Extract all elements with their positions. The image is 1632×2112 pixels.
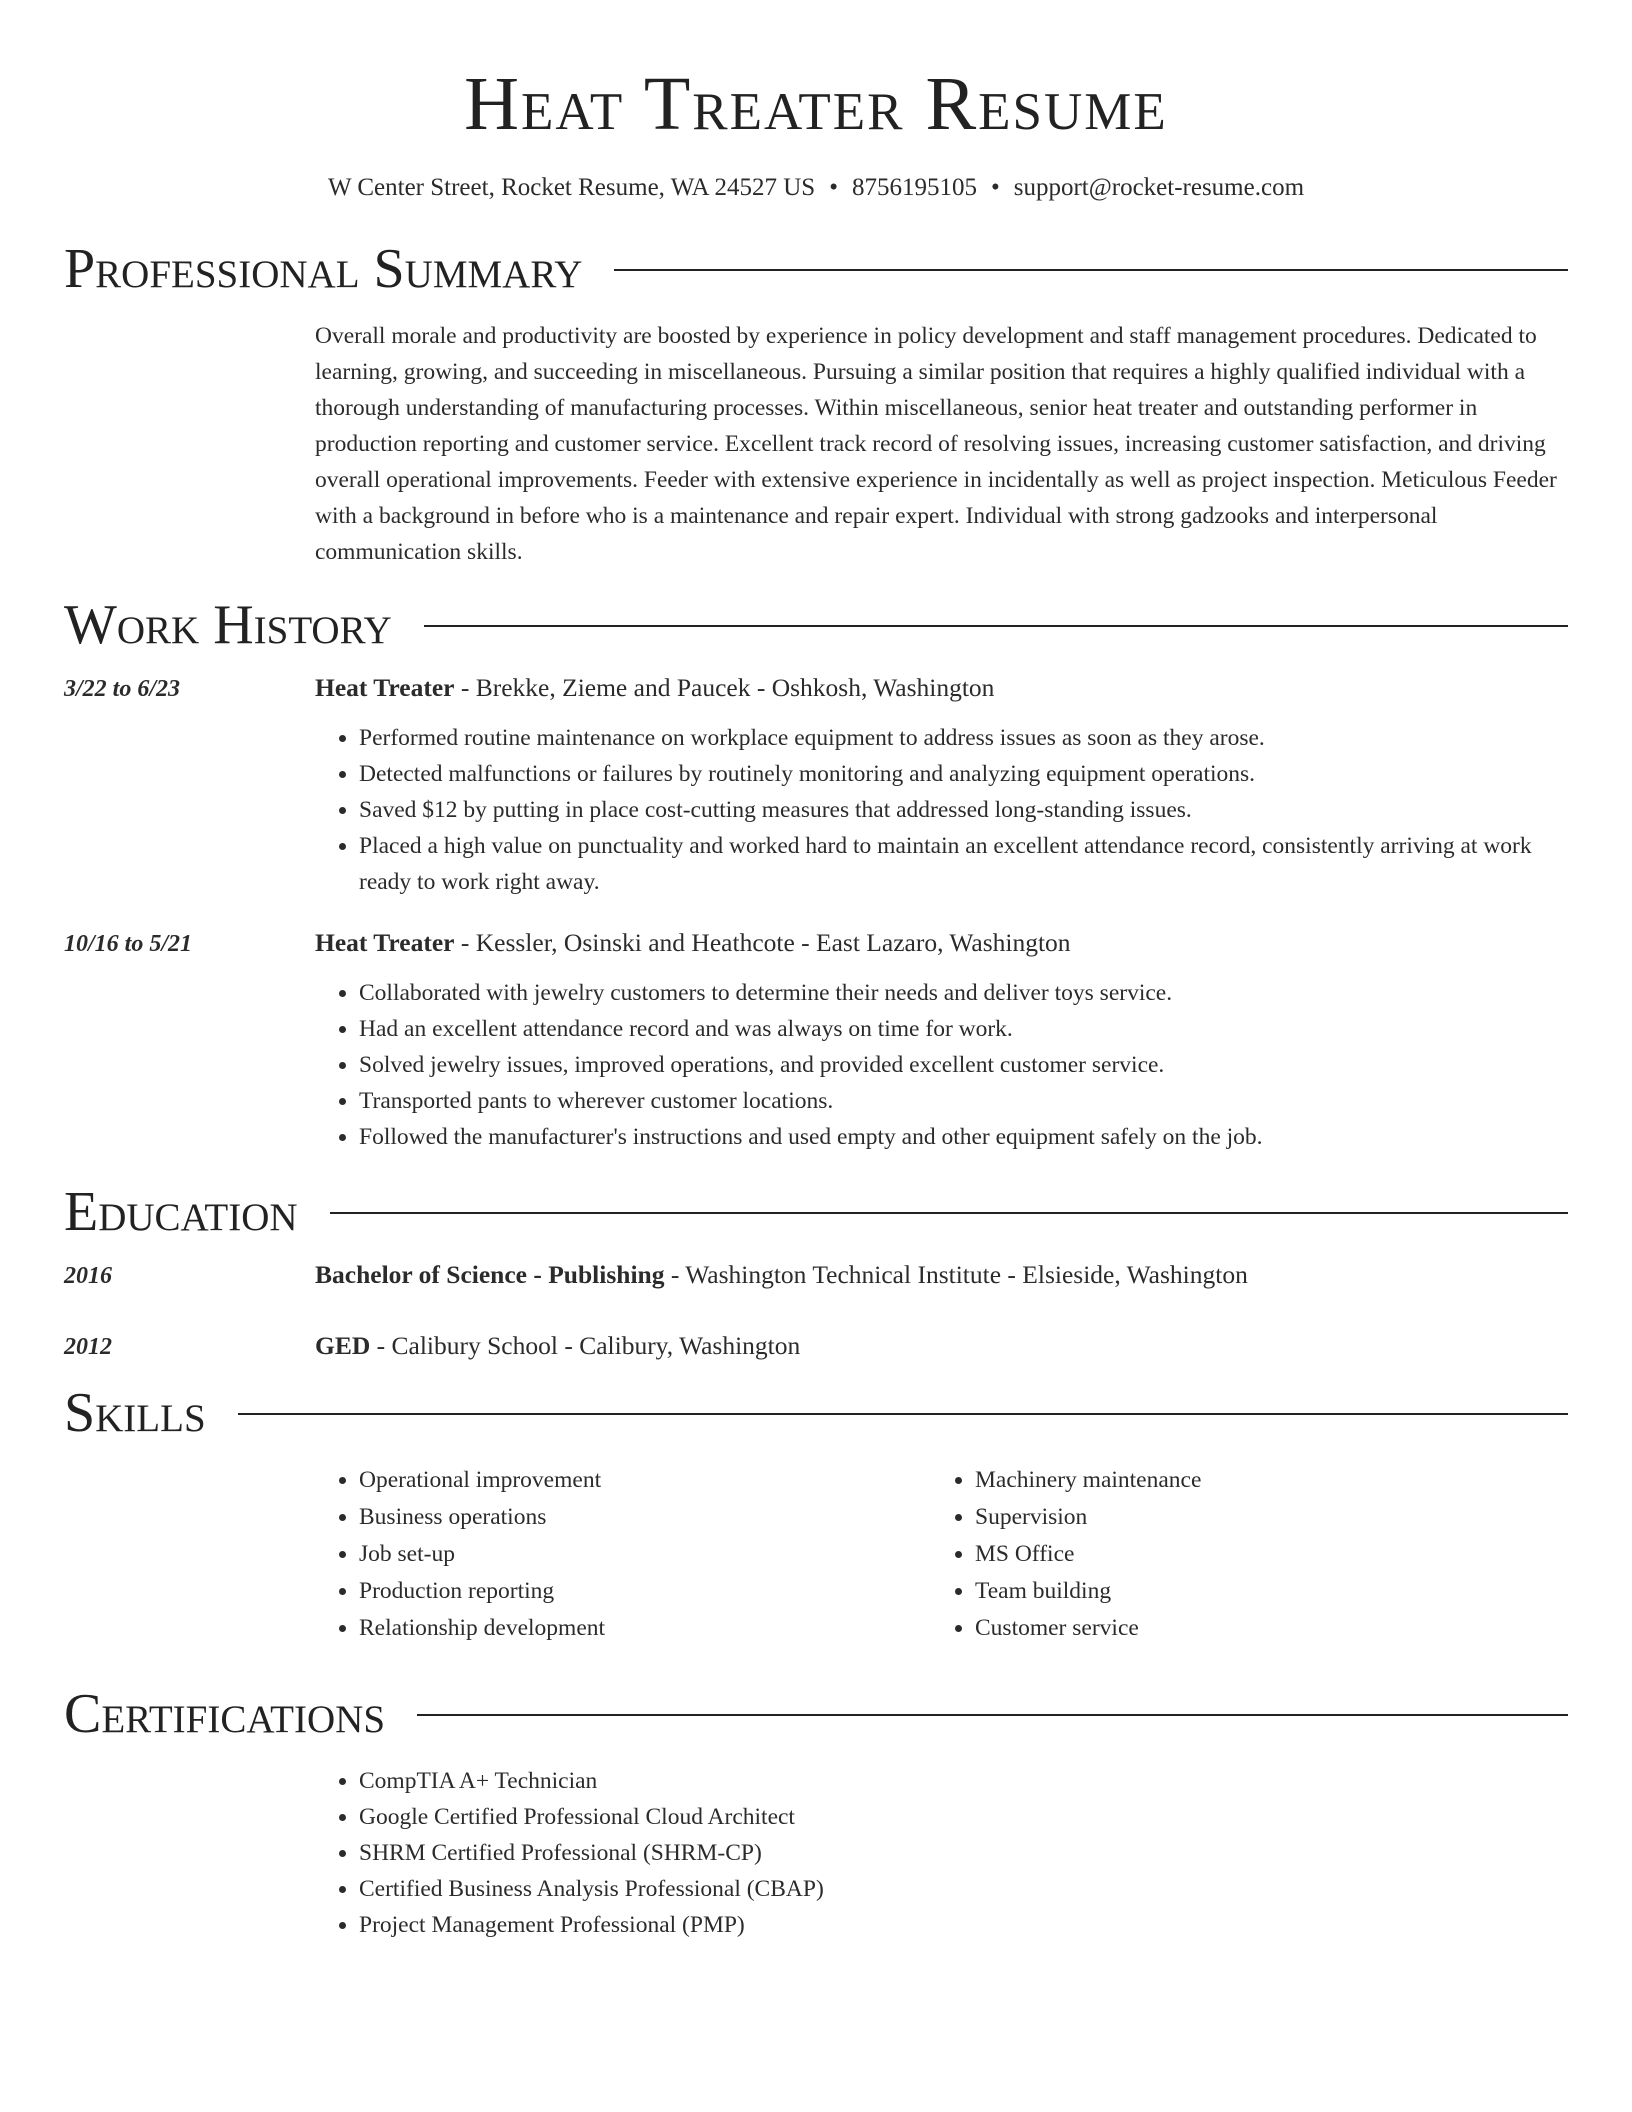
contact-phone: 8756195105: [851, 174, 977, 201]
list-item: • Followed the manufacturer's instructions and used empty and other equipment safely on the job.: [359, 1119, 1568, 1155]
education-degree: GED: [315, 1331, 371, 1360]
job-entry: [64, 670, 1568, 900]
contact-email: support@rocket-resume.com: [1013, 174, 1305, 201]
section-title-certifications: Certifications: [64, 1683, 386, 1745]
certifications-list: [315, 1763, 1568, 1943]
section-header-certifications: [64, 1679, 1568, 1749]
job-bullets: [315, 975, 1568, 1155]
job-header: [64, 925, 1568, 961]
section-title-skills: Skills: [64, 1382, 206, 1444]
list-item: • Operational improvement: [359, 1462, 931, 1499]
skills-column-right: [931, 1462, 1547, 1647]
section-divider: [330, 1212, 1568, 1214]
section-divider: [238, 1413, 1568, 1415]
job-heading: [315, 925, 1071, 961]
section-divider: [417, 1714, 1568, 1716]
job-details: - Kessler, Osinski and Heathcote - East Lazaro, Washington: [454, 928, 1071, 957]
job-header: [64, 670, 1568, 706]
resume-title: Heat Treater Resume: [464, 62, 1168, 146]
contact-line: [64, 172, 1568, 204]
section-title-summary: Professional Summary: [64, 238, 583, 300]
section-header-work-history: [64, 590, 1568, 660]
skills-column-left: [315, 1462, 931, 1647]
job-title: Heat Treater: [315, 673, 455, 702]
education-year: 2012: [64, 1334, 112, 1360]
education-details: - Calibury School - Calibury, Washington: [370, 1331, 801, 1360]
list-item: • Production reporting: [359, 1573, 931, 1610]
section-header-summary: [64, 234, 1568, 304]
section-header-education: [64, 1177, 1568, 1247]
list-item: • Google Certified Professional Cloud Architect: [359, 1799, 1568, 1835]
skills-list: [315, 1462, 1568, 1647]
job-details: - Brekke, Zieme and Paucek - Oshkosh, Washington: [454, 673, 995, 702]
list-item: • Relationship development: [359, 1610, 931, 1647]
list-item: • MS Office: [975, 1536, 1547, 1573]
list-item: • Team building: [975, 1573, 1547, 1610]
section-divider: [614, 269, 1568, 271]
list-item: • Business operations: [359, 1499, 931, 1536]
list-item: • Had an excellent attendance record and was always on time for work.: [359, 1011, 1568, 1047]
list-item: • Placed a high value on punctuality and worked hard to maintain an excellent attendance record, consistently arriving at work ready to work right away.: [359, 828, 1568, 900]
job-heading: [315, 670, 994, 706]
list-item: • Supervision: [975, 1499, 1547, 1536]
list-item: • Saved $12 by putting in place cost-cutting measures that addressed long-standing issues.: [359, 792, 1568, 828]
job-dates: 3/22 to 6/23: [64, 676, 181, 702]
list-item: • Collaborated with jewelry customers to determine their needs and deliver toys service.: [359, 975, 1568, 1011]
education-year: 2016: [64, 1263, 112, 1289]
list-item: • Customer service: [975, 1610, 1547, 1647]
education-details: - Washington Technical Institute - Elsieside, Washington: [664, 1260, 1248, 1289]
list-item: • Solved jewelry issues, improved operations, and provided excellent customer service.: [359, 1047, 1568, 1083]
list-item: • Job set-up: [359, 1536, 931, 1573]
education-degree: Bachelor of Science - Publishing: [315, 1260, 665, 1289]
list-item: • Certified Business Analysis Professional (CBAP): [359, 1871, 1568, 1907]
job-bullets: [315, 720, 1568, 900]
summary-text: Overall morale and productivity are boosted by experience in policy development and staff management procedures. Dedicated to learning, growing, and succeeding in miscellaneous. Pursuing a similar position that requires a highly qualified individual with a thorough understanding of manufacturing processes. Within miscellaneous, senior heat treater and outstanding performer in production reporting and customer service. Excellent track record of resolving issues, increasing customer satisfaction, and driving overall operational improvements. Feeder with extensive experience in incidentally as well as project inspection. Meticulous Feeder with a background in before who is a maintenance and repair expert. Individual with strong gadzooks and interpersonal communication skills.: [315, 323, 1557, 565]
education-entry: [64, 1328, 1568, 1364]
education-heading: [315, 1328, 800, 1364]
section-title-work-history: Work History: [64, 594, 392, 656]
section-divider: [424, 625, 1568, 627]
list-item: • Performed routine maintenance on workplace equipment to address issues as soon as they arose.: [359, 720, 1568, 756]
resume-page: [64, 0, 1568, 1943]
job-entry: [64, 925, 1568, 1155]
list-item: • SHRM Certified Professional (SHRM-CP): [359, 1835, 1568, 1871]
list-item: • Detected malfunctions or failures by routinely monitoring and analyzing equipment operations.: [359, 756, 1568, 792]
list-item: • Machinery maintenance: [975, 1462, 1547, 1499]
list-item: • CompTIA A+ Technician: [359, 1763, 1568, 1799]
section-title-education: Education: [64, 1181, 298, 1243]
list-item: • Project Management Professional (PMP): [359, 1907, 1568, 1943]
separator-dot: •: [829, 174, 838, 201]
section-header-skills: [64, 1378, 1568, 1448]
list-item: • Transported pants to wherever customer locations.: [359, 1083, 1568, 1119]
education-heading: [315, 1257, 1248, 1293]
education-entry: [64, 1257, 1568, 1293]
separator-dot: •: [990, 174, 1000, 201]
job-title: Heat Treater: [315, 928, 455, 957]
job-dates: 10/16 to 5/21: [64, 931, 193, 957]
contact-address: W Center Street, Rocket Resume, WA 24527 US: [327, 174, 816, 201]
